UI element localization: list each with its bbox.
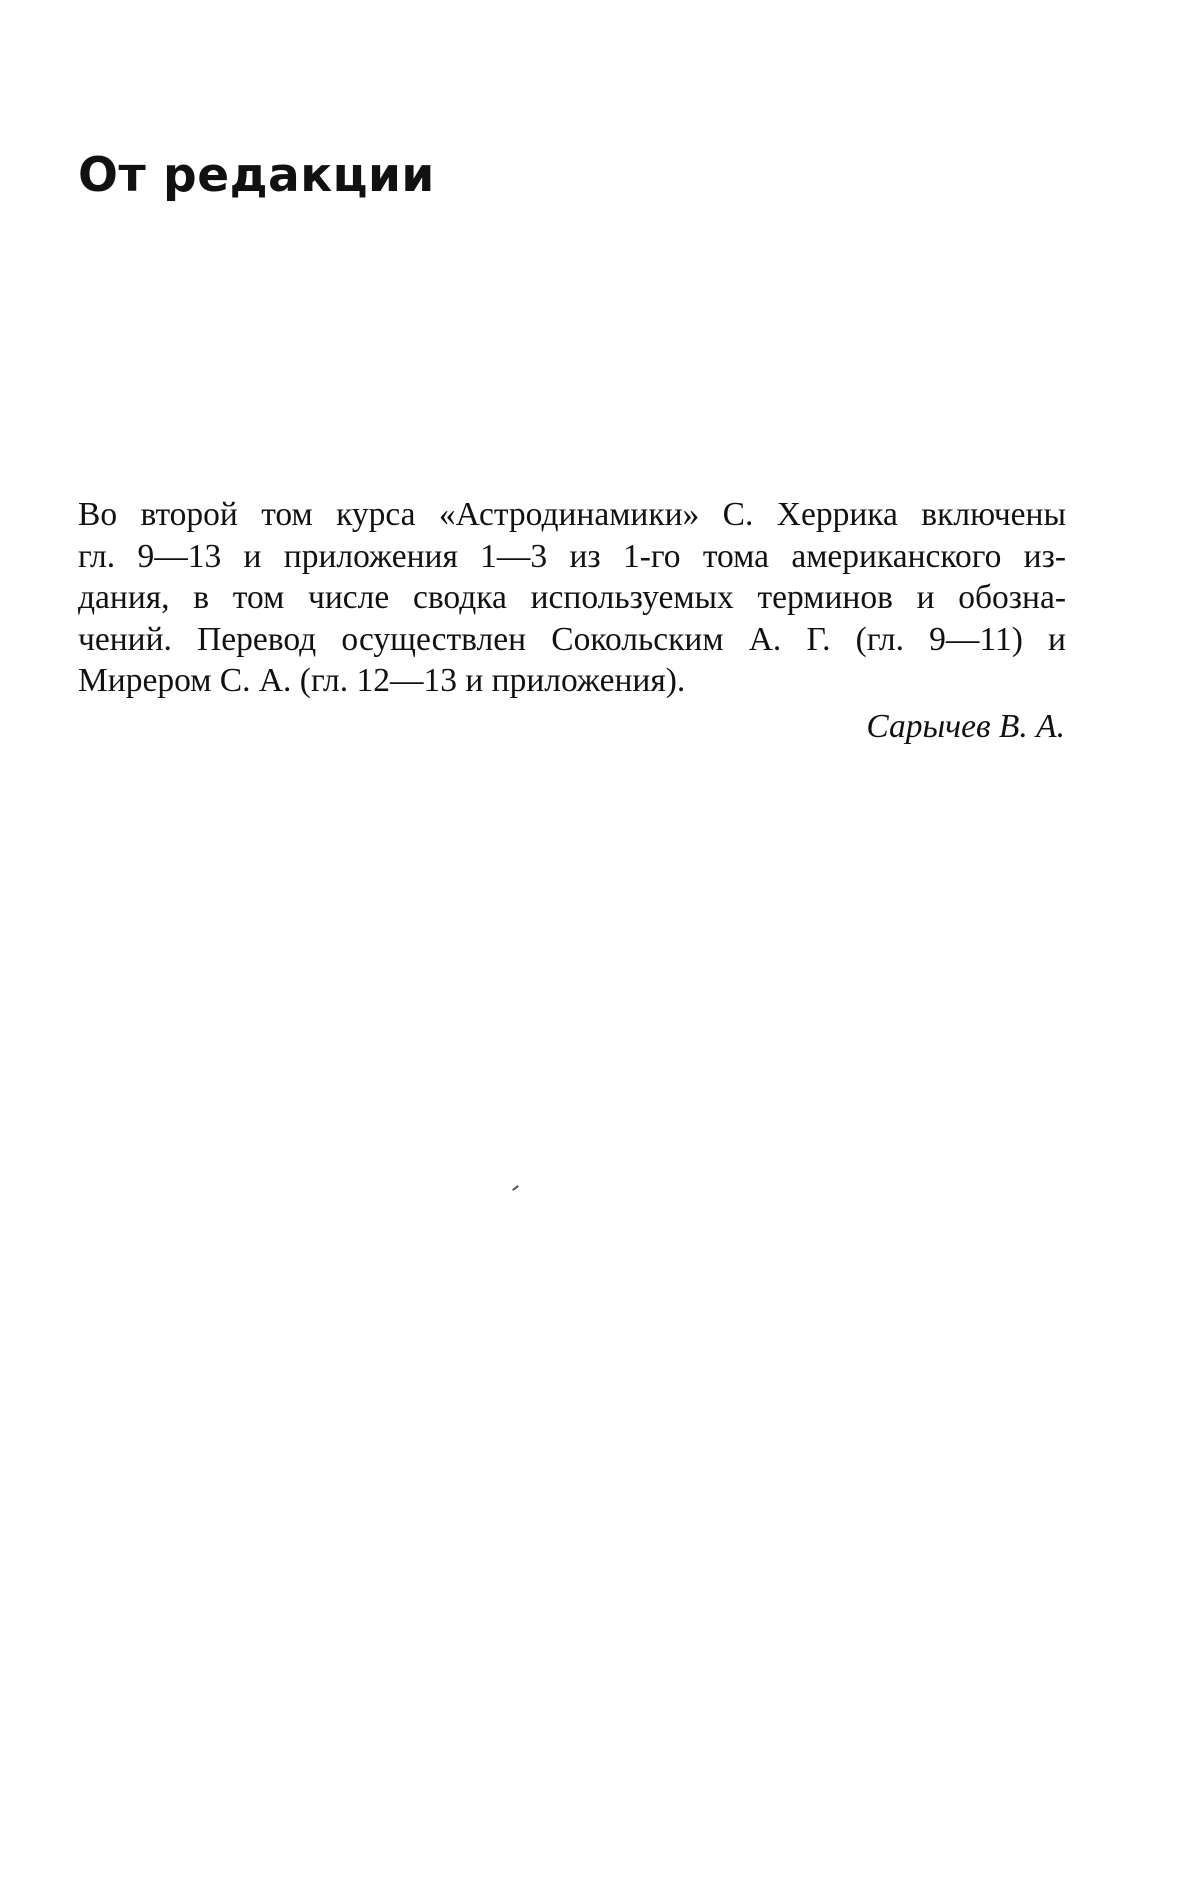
print-speck	[512, 1185, 519, 1191]
paragraph-line: дания, в том числе сводка используемых терминов и обозна-	[78, 579, 1066, 616]
page-heading: От редакции	[78, 148, 435, 203]
editor-signature: Сарычев В. А.	[866, 708, 1065, 745]
paragraph-line: гл. 9—13 и приложения 1—3 из 1-го тома американского из-	[78, 537, 1066, 575]
editorial-paragraph	[78, 494, 1066, 702]
paragraph-line: Во второй том курса «Астродинамики» С. Херрика включены	[78, 496, 1066, 533]
paragraph-line: Мирером С. А. (гл. 12—13 и приложения).	[78, 662, 686, 699]
paragraph-line: чений. Перевод осуществлен Сокольским А. Г. (гл. 9—11) и	[78, 620, 1066, 658]
